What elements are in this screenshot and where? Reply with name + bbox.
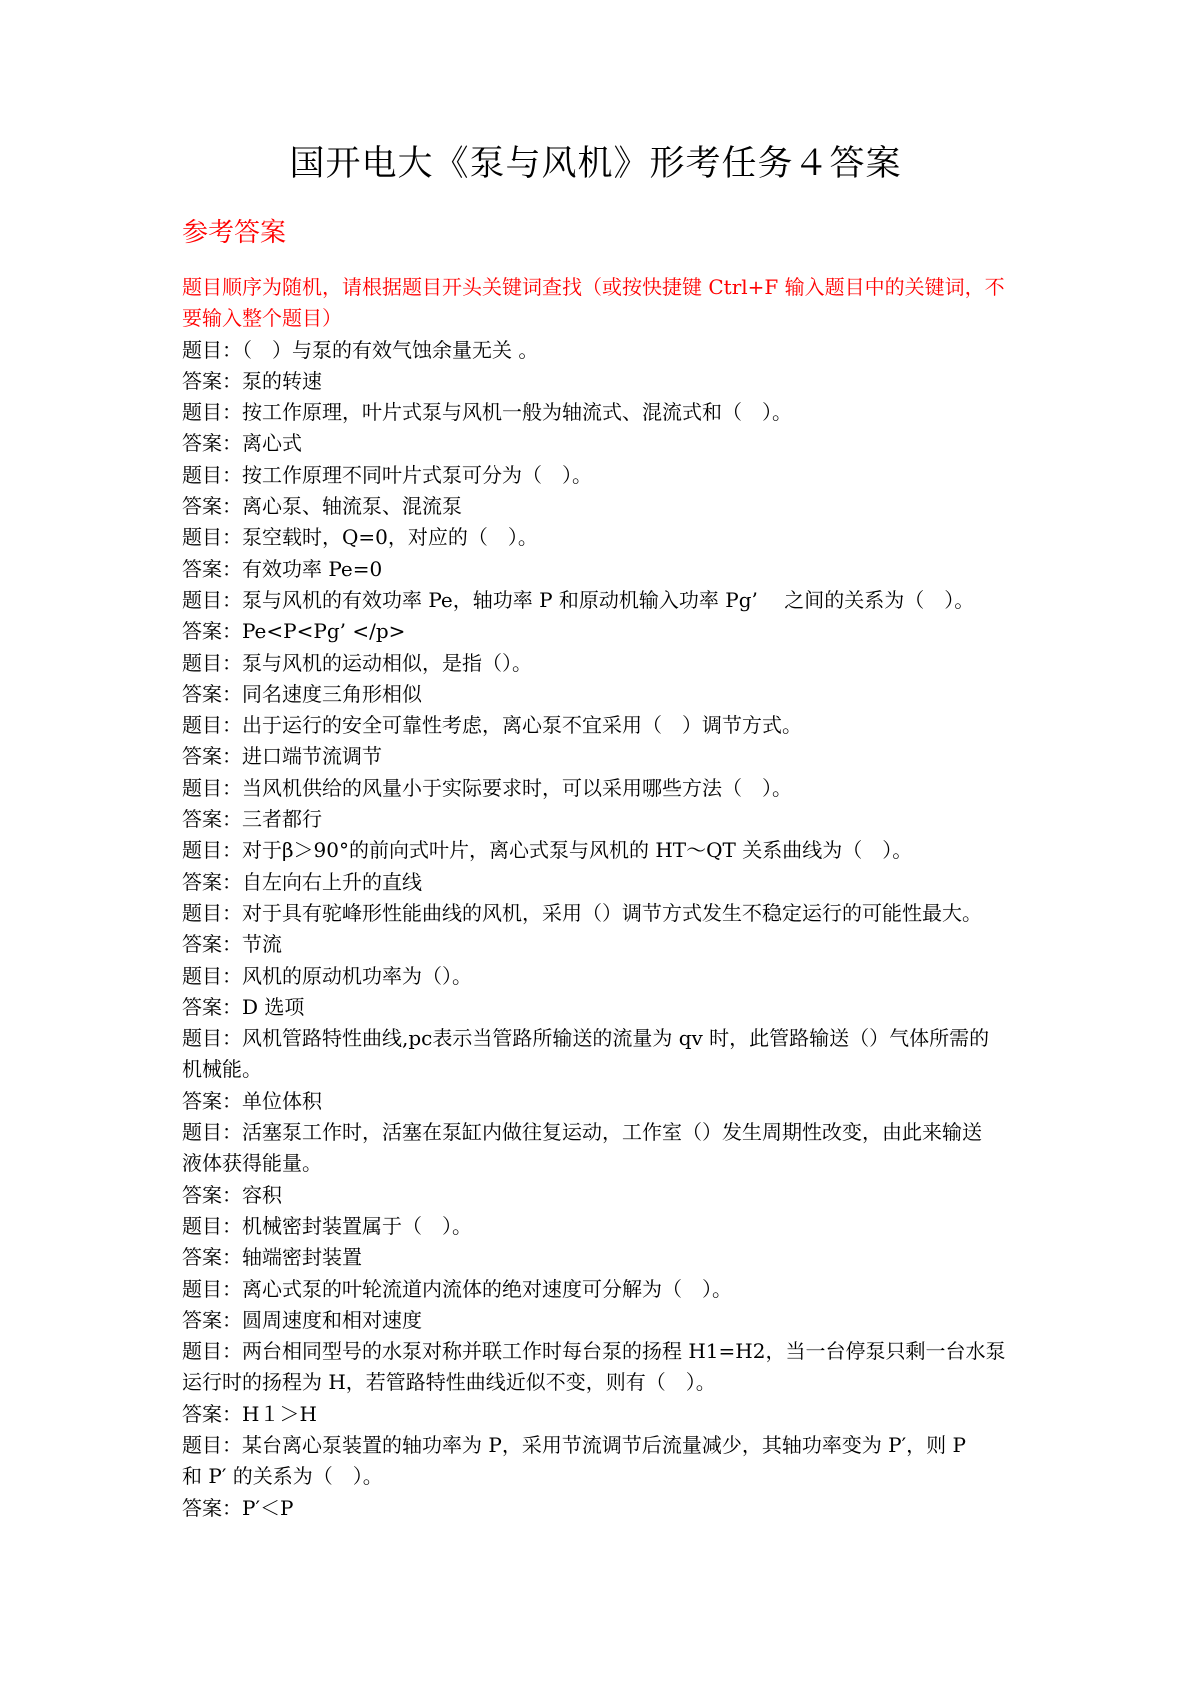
answer-line: 答案：三者都行 — [182, 807, 322, 832]
question-line: 题目：按工作原理不同叶片式泵可分为（ ）。 — [182, 462, 592, 487]
answer-line: 答案：H１＞H — [182, 1401, 317, 1426]
answer-line: 答案：单位体积 — [182, 1088, 322, 1113]
answer-line: 答案：P′＜P — [182, 1495, 294, 1520]
answer-line: 答案：自左向右上升的直线 — [182, 869, 422, 894]
question-line: 题目：出于运行的安全可靠性考虑，离心泵不宜采用（ ）调节方式。 — [182, 713, 802, 738]
question-line: 题目：某台离心泵装置的轴功率为 P，采用节流调节后流量减少，其轴功率变为 P′，则 P — [182, 1432, 966, 1457]
question-line: 题目：泵与风机的有效功率 Pe，轴功率 P 和原动机输入功率 Pg’ 之间的关系为（ ）。 — [182, 587, 975, 612]
answer-line: 答案：泵的转速 — [182, 368, 322, 393]
answer-line: 答案：节流 — [182, 932, 282, 957]
document-title: 国开电大《泵与风机》形考任务４答案 — [289, 144, 902, 184]
answer-line: 答案：Pe<P<Pg’ </p> — [182, 619, 406, 644]
question-line: 题目：机械密封装置属于（ ）。 — [182, 1213, 472, 1238]
answer-line: 答案：圆周速度和相对速度 — [182, 1307, 422, 1332]
question-line: 题目：泵空载时，Q=0，对应的（ ）。 — [182, 525, 538, 550]
question-line: 题目：风机管路特性曲线,pc表示当管路所输送的流量为 qv 时，此管路输送（）气体所需的 — [182, 1026, 990, 1051]
document-body — [182, 272, 1014, 1524]
question-line: 题目：泵与风机的运动相似，是指（）。 — [182, 650, 532, 675]
answer-line: 答案：D 选项 — [182, 994, 305, 1019]
question-line-continued: 液体获得能量。 — [182, 1151, 322, 1176]
answer-line: 答案：进口端节流调节 — [182, 744, 382, 769]
answer-line: 答案：容积 — [182, 1182, 282, 1207]
question-line-continued: 运行时的扬程为 H，若管路特性曲线近似不变，则有（ ）。 — [182, 1370, 716, 1395]
answer-line: 答案：离心泵、轴流泵、混流泵 — [182, 494, 462, 519]
question-line: 题目：对于β＞90°的前向式叶片，离心式泵与风机的 HT～QT 关系曲线为（ ）。 — [182, 838, 913, 863]
notice-line: 题目顺序为随机，请根据题目开头关键词查找（或按快捷键 Ctrl+F 输入题目中的关键词，不 — [182, 275, 1005, 299]
question-line: 题目：对于具有驼峰形性能曲线的风机，采用（）调节方式发生不稳定运行的可能性最大。 — [182, 900, 982, 925]
notice-line: 要输入整个题目） — [182, 306, 342, 331]
question-line: 题目：离心式泵的叶轮流道内流体的绝对速度可分解为（ ）。 — [182, 1276, 732, 1301]
answer-line: 答案：轴端密封装置 — [182, 1245, 362, 1270]
question-line: 题目：当风机供给的风量小于实际要求时，可以采用哪些方法（ ）。 — [182, 775, 792, 800]
answer-line: 答案：同名速度三角形相似 — [182, 681, 422, 706]
question-line: 题目：（ ）与泵的有效气蚀余量无关 。 — [182, 337, 539, 362]
question-line: 题目：按工作原理，叶片式泵与风机一般为轴流式、混流式和（ ）。 — [182, 400, 792, 425]
question-line: 题目：两台相同型号的水泵对称并联工作时每台泵的扬程 H1=H2，当一台停泵只剩一台水泵 — [182, 1339, 1006, 1364]
section-heading: 参考答案 — [182, 218, 287, 248]
question-line-continued: 机械能。 — [182, 1057, 262, 1082]
answer-line: 答案：有效功率 Pe=0 — [182, 556, 383, 581]
question-line: 题目：风机的原动机功率为（）。 — [182, 963, 472, 988]
question-line-continued: 和 P′ 的关系为（ ）。 — [182, 1464, 383, 1489]
question-line: 题目：活塞泵工作时，活塞在泵缸内做往复运动，工作室（）发生周期性改变，由此来输送 — [182, 1120, 982, 1145]
answer-line: 答案：离心式 — [182, 431, 302, 456]
